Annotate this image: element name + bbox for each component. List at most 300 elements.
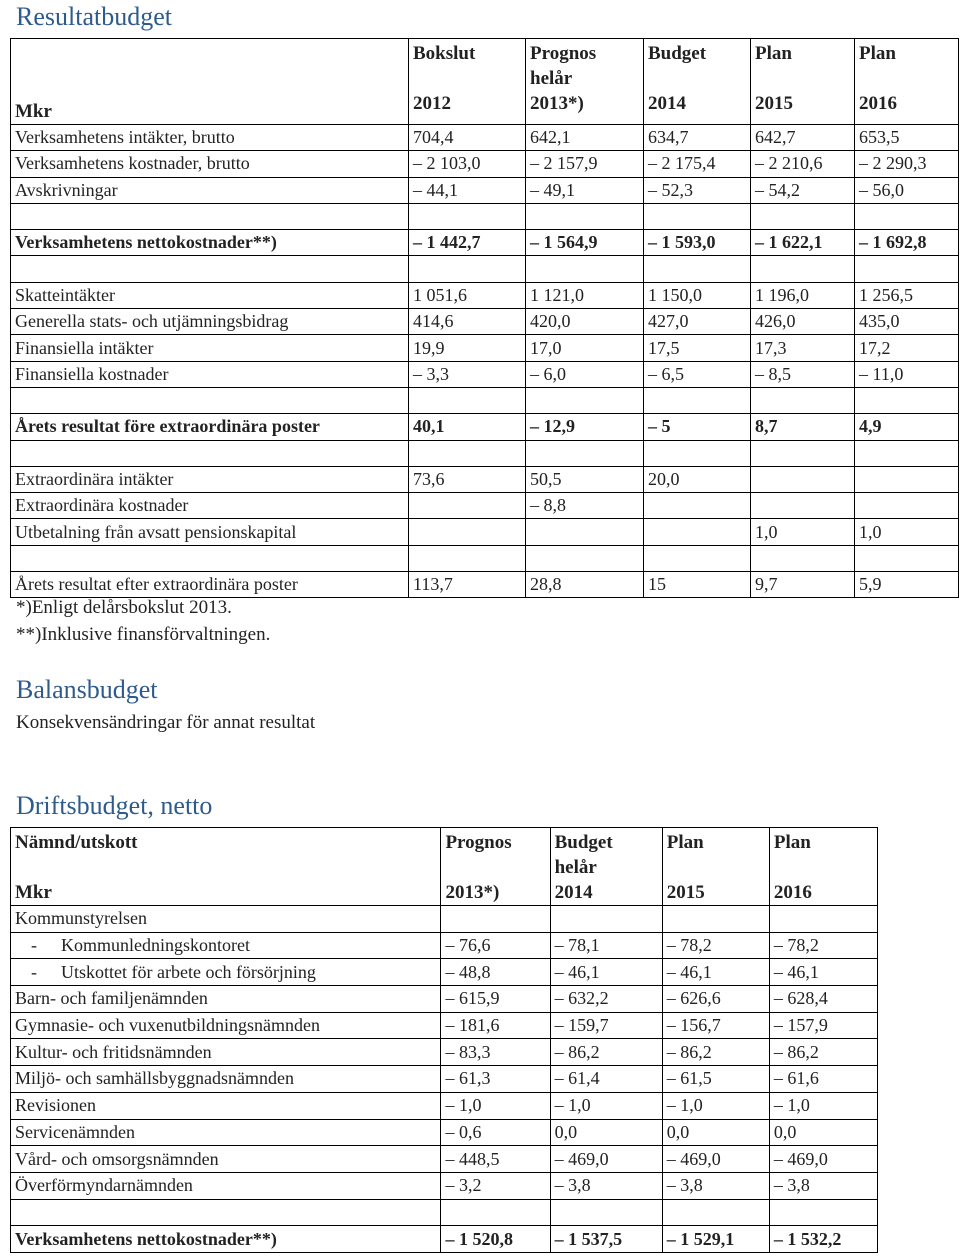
row-value [441,1199,550,1226]
row-value [550,1119,662,1146]
row-value [662,1012,769,1039]
row-value [855,309,959,335]
row-value [751,177,855,203]
header-col-l1: Budget [554,832,613,853]
row-label [11,959,441,986]
value-text: – 86,2 [773,1041,819,1062]
balance-budget-title: Balansbudget [16,675,158,704]
value-text: – 632,2 [554,988,609,1009]
header-col-l2 [774,855,877,880]
row-value [769,1012,877,1039]
table-row [11,1119,878,1146]
row-label [11,986,441,1013]
value-text: 704,4 [413,127,454,148]
row-value [751,493,855,519]
row-value [855,151,959,177]
header-col-l1: Prognos [445,832,512,853]
value-text: – 156,7 [666,1015,721,1036]
row-value [526,519,644,545]
value-text: – 46,1 [666,961,712,982]
row-value [769,1039,877,1066]
row-value [441,1012,550,1039]
header-col [855,39,959,125]
value-text: – 61,4 [554,1068,600,1089]
value-text: 1,0 [755,521,778,542]
value-text: – 48,8 [445,961,491,982]
row-label [11,1146,441,1173]
row-value [409,203,526,229]
table-row [11,282,959,308]
row-value [751,361,855,387]
row-value [409,545,526,571]
row-label: Extraordinära kostnader [11,493,409,519]
header-col [409,39,526,125]
row-label: Avskrivningar [11,177,409,203]
value-text: – 52,3 [648,179,693,200]
result-budget-table [10,38,959,598]
header-col [644,39,751,125]
row-value [441,986,550,1013]
value-text: – 159,7 [554,1015,609,1036]
value-text: – 3,3 [413,363,449,384]
header-col-l1: Plan [773,832,811,853]
table-row [11,230,959,256]
header-col-l3: 2013*) [445,882,500,903]
row-label [11,932,441,959]
value-text: 28,8 [530,574,562,595]
row-value [769,1092,877,1119]
row-value [769,932,877,959]
header-col-l3: 2014 [554,882,593,903]
table-row [11,1172,878,1199]
value-text: 0,0 [666,1121,690,1142]
header-col [662,828,769,906]
row-value [526,361,644,387]
value-text: – 1,0 [666,1095,703,1116]
row-value [751,151,855,177]
row-value [409,493,526,519]
table-row [11,309,959,335]
value-text: – 3,8 [554,1175,591,1196]
header-unit: Mkr [15,882,52,903]
header-col-l3: 2012 [413,93,451,114]
value-text: 50,5 [530,469,562,489]
footnote-nettokostnader: **)Inklusive finansförvaltningen. [16,624,271,645]
value-text: – 76,6 [445,935,491,956]
value-text: – 46,1 [554,961,600,982]
row-value [644,203,751,229]
balance-budget-subtitle: Konsekvensändringar för annat resultat [16,712,316,733]
header-row [11,39,959,125]
row-value [409,125,526,151]
value-text: 19,9 [413,337,445,358]
row-value [644,282,751,308]
row-value [644,466,751,492]
table-row [11,1092,878,1119]
value-text: 40,1 [413,416,445,437]
row-value [662,1172,769,1199]
row-value [550,986,662,1013]
row-value [662,1146,769,1173]
row-value [769,906,877,933]
table-row [11,177,959,203]
row-value [409,230,526,256]
table-row [11,545,959,571]
row-value [855,440,959,466]
row-value [550,959,662,986]
header-col-l2 [859,66,958,91]
value-text: 17,0 [530,337,562,358]
value-text: 8,7 [755,416,778,437]
row-value [751,309,855,335]
row-label [11,203,409,229]
header-col-l2: helår [530,68,573,89]
table-row [11,1199,878,1226]
row-value [855,361,959,387]
value-text: – 5 [648,416,671,437]
value-text: – 86,2 [554,1041,600,1062]
row-label: Generella stats- och utjämningsbidrag [11,309,409,335]
value-text: – 3,8 [773,1175,810,1196]
row-value [526,125,644,151]
value-text: 414,6 [413,311,454,332]
value-text: 15 [648,574,666,595]
row-label-text: Kommunledningskontoret [61,935,250,956]
row-value [751,256,855,282]
row-value [441,906,550,933]
row-value [855,203,959,229]
table-row [11,1012,878,1039]
value-text: 5,9 [859,574,882,595]
row-value [409,177,526,203]
footnote-prognos: *)Enligt delårsbokslut 2013. [16,597,232,618]
row-value [644,230,751,256]
row-value [409,309,526,335]
value-text: – 61,3 [445,1068,491,1089]
row-value [751,414,855,440]
value-text: – 2 175,4 [648,153,716,174]
value-text: – 448,5 [445,1148,500,1169]
value-text: – 1 532,2 [773,1228,842,1249]
row-value [855,572,959,598]
row-value [644,151,751,177]
row-value [409,519,526,545]
row-value [751,203,855,229]
value-text: 17,3 [755,337,787,358]
row-value [662,1119,769,1146]
row-label-text: Miljö- och samhällsbyggnadsnämnden [15,1068,294,1089]
operating-budget-title: Driftsbudget, netto [16,791,213,820]
value-text: 426,0 [755,311,796,332]
row-value [409,466,526,492]
table-row [11,203,959,229]
row-value [644,125,751,151]
value-text: – 12,9 [530,416,575,437]
table-row [11,932,878,959]
row-value [769,986,877,1013]
row-value [526,572,644,598]
row-value [751,545,855,571]
header-col-l3: 2013*) [530,93,584,114]
row-value [662,1092,769,1119]
value-text: – 78,1 [554,935,600,956]
row-value [769,1226,877,1253]
indent-dash: - [31,961,37,982]
row-value [662,906,769,933]
value-text: 113,7 [413,574,453,595]
header-col-l2 [445,855,549,880]
value-text: 642,1 [530,127,571,148]
row-label [11,1119,441,1146]
row-value [526,230,644,256]
row-value [769,1066,877,1093]
row-value [662,932,769,959]
row-label-text: Barn- och familjenämnden [15,988,208,1009]
value-text: – 3,2 [445,1175,482,1196]
row-value [409,387,526,413]
row-value [441,1092,550,1119]
row-value [751,519,855,545]
value-text: 1 256,5 [859,284,913,305]
value-text: – 1 442,7 [413,232,481,253]
row-value [409,256,526,282]
row-label [11,1092,441,1119]
row-value [662,959,769,986]
row-value [751,282,855,308]
row-value [550,1172,662,1199]
row-value [550,1092,662,1119]
row-value [855,414,959,440]
value-text: 4,9 [859,416,882,437]
value-text: 435,0 [859,311,900,332]
row-value [751,466,855,492]
header-col-l3: 2016 [859,93,897,114]
row-value [526,282,644,308]
header-col-l2 [755,66,854,91]
row-value [644,414,751,440]
row-label [11,1172,441,1199]
row-value [662,1199,769,1226]
value-text: – 1,0 [445,1095,482,1116]
value-text: – 1 593,0 [648,232,716,253]
row-value [751,125,855,151]
row-value [644,309,751,335]
row-label-text: Kultur- och fritidsnämnden [15,1041,212,1062]
header-col [550,828,662,906]
row-value [550,906,662,933]
table-row [11,151,959,177]
header-col-l2 [667,855,769,880]
row-value [526,309,644,335]
row-value [550,1226,662,1253]
table-row [11,572,959,598]
row-value [441,1039,550,1066]
row-label [11,1226,441,1253]
value-text: 17,2 [859,337,891,358]
row-value [644,256,751,282]
header-col-l1: Prognos [530,43,597,64]
value-text: – 44,1 [413,179,458,200]
value-text: – 1 564,9 [530,232,598,253]
header-col-l1: Plan [666,832,704,853]
result-budget-title: Resultatbudget [16,2,172,31]
value-text: – 11,0 [859,363,904,384]
header-col-l2 [648,66,750,91]
value-text: – 2 210,6 [755,153,823,174]
row-label: Finansiella intäkter [11,335,409,361]
row-value [409,282,526,308]
header-col-l1: Bokslut [413,43,476,64]
header-label-top: Nämnd/utskott [15,832,138,853]
value-text: 1 150,0 [648,284,702,305]
value-text: 20,0 [648,469,680,489]
header-col-l2: helår [554,857,597,878]
operating-budget-table [10,827,878,1253]
row-value [526,256,644,282]
value-text: 653,5 [859,127,900,148]
value-text: – 469,0 [773,1148,828,1169]
row-value [855,125,959,151]
value-text: – 83,3 [445,1041,491,1062]
row-label [11,1066,441,1093]
row-value [662,1066,769,1093]
value-text: – 0,6 [445,1121,482,1142]
row-label-text: Vård- och omsorgsnämnden [15,1148,219,1169]
table-row [11,1039,878,1066]
row-label [11,1199,441,1226]
value-text: – 1 692,8 [859,232,927,253]
value-text: – 46,1 [773,961,819,982]
row-label: Skatteintäkter [11,282,409,308]
table-row [11,387,959,413]
value-text: – 157,9 [773,1015,828,1036]
table-row [11,906,878,933]
row-label [11,256,409,282]
value-text: 1,0 [859,521,882,542]
value-text: 427,0 [648,311,689,332]
row-label [11,906,441,933]
row-value [550,1039,662,1066]
row-value [526,414,644,440]
row-value [769,959,877,986]
header-col [769,828,877,906]
row-value [526,466,644,492]
row-label-text: Servicenämnden [15,1121,135,1142]
row-label-text: Överförmyndarnämnden [15,1175,193,1196]
row-value [526,440,644,466]
row-value [751,387,855,413]
row-value [550,1146,662,1173]
row-value [441,1172,550,1199]
value-text: – 54,2 [755,179,800,200]
value-text: – 615,9 [445,988,500,1009]
value-text: 1 121,0 [530,284,584,305]
value-text: – 1 520,8 [445,1228,513,1249]
row-value [662,1039,769,1066]
row-value [855,545,959,571]
indent-dash: - [31,935,37,956]
value-text: – 2 157,9 [530,153,598,174]
row-label: Verksamhetens intäkter, brutto [11,125,409,151]
table-row [11,493,959,519]
row-value [855,230,959,256]
row-label [11,1012,441,1039]
value-text: – 8,5 [755,363,791,384]
table-row [11,125,959,151]
row-value [441,1146,550,1173]
value-text: – 86,2 [666,1041,712,1062]
row-label [11,1039,441,1066]
value-text: 0,0 [554,1121,578,1142]
table-row [11,1226,878,1253]
row-value [769,1146,877,1173]
row-value [751,230,855,256]
row-value [855,466,959,492]
row-value [769,1199,877,1226]
header-col-l1: Budget [648,43,707,64]
row-value [550,1066,662,1093]
row-value [526,151,644,177]
value-text: 1 051,6 [413,284,467,305]
value-text: – 626,6 [666,988,721,1009]
row-value [644,387,751,413]
value-text: 73,6 [413,469,445,489]
table-row [11,1146,878,1173]
value-text: 642,7 [755,127,796,148]
table-row [11,1066,878,1093]
header-col [751,39,855,125]
value-text: – 78,2 [666,935,712,956]
value-text: – 1 622,1 [755,232,823,253]
row-value [526,203,644,229]
header-unit: Mkr [15,101,52,122]
row-label: Finansiella kostnader [11,361,409,387]
row-label-text: Gymnasie- och vuxenutbildningsnämnden [15,1015,320,1036]
value-text: 17,5 [648,337,680,358]
row-value [409,335,526,361]
table-row [11,335,959,361]
row-value [769,1119,877,1146]
row-label-text: Kommunstyrelsen [15,908,147,929]
row-value [441,932,550,959]
row-label: Årets resultat efter extraordinära poster [11,572,409,598]
row-value [441,1119,550,1146]
row-value [409,440,526,466]
value-text: – 1 537,5 [554,1228,623,1249]
row-value [662,986,769,1013]
header-col [526,39,644,125]
row-value [855,335,959,361]
row-value [550,1199,662,1226]
header-label-cell [11,828,441,906]
row-value [662,1226,769,1253]
row-label: Utbetalning från avsatt pensionskapital [11,519,409,545]
value-text: – 6,5 [648,363,684,384]
row-label [11,440,409,466]
row-value [644,335,751,361]
value-text: 420,0 [530,311,571,332]
row-label: Extraordinära intäkter [11,466,409,492]
header-col-l1: Plan [859,43,896,64]
value-text: – 469,0 [554,1148,609,1169]
row-value [526,493,644,519]
row-value [855,177,959,203]
value-text: – 1,0 [773,1095,810,1116]
row-value [769,1172,877,1199]
row-label-text: Verksamhetens nettokostnader**) [15,1228,277,1249]
row-value [441,1066,550,1093]
header-col-l3: 2015 [666,882,705,903]
